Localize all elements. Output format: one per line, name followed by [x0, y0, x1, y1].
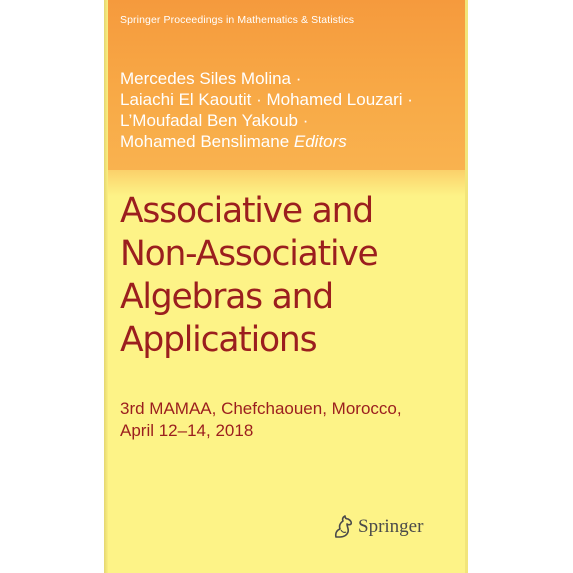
series-name: Springer Proceedings in Mathematics & Statistics	[120, 14, 355, 26]
title-line-2: Non-Associative	[120, 234, 378, 274]
cover-top-band	[104, 0, 468, 170]
book-cover	[104, 0, 468, 573]
publisher-name: Springer	[358, 516, 424, 537]
editor-name-last: Mohamed Benslimane	[120, 132, 290, 151]
book-subtitle	[120, 398, 465, 442]
publisher-logo	[332, 515, 423, 539]
springer-horse-logo-icon	[332, 515, 354, 539]
title-line-4: Applications	[120, 320, 317, 360]
cover-left-edge	[104, 0, 108, 573]
editor-line-3: L’Moufadal Ben Yakoub ·	[120, 111, 309, 130]
subtitle-line-1: 3rd MAMAA, Chefchaouen, Morocco,	[120, 399, 402, 418]
editor-line-4	[120, 131, 460, 152]
title-line-1: Associative and	[120, 191, 373, 231]
editors-role: Editors	[293, 132, 347, 151]
editor-line-1: Mercedes Siles Molina ·	[120, 69, 302, 88]
book-title	[120, 190, 465, 362]
subtitle-line-2: April 12–14, 2018	[120, 421, 254, 440]
editors-block	[120, 68, 460, 152]
cover-right-edge	[465, 0, 468, 573]
title-line-3: Algebras and	[120, 277, 333, 317]
editor-line-2: Laiachi El Kaoutit · Mohamed Louzari ·	[120, 90, 413, 109]
